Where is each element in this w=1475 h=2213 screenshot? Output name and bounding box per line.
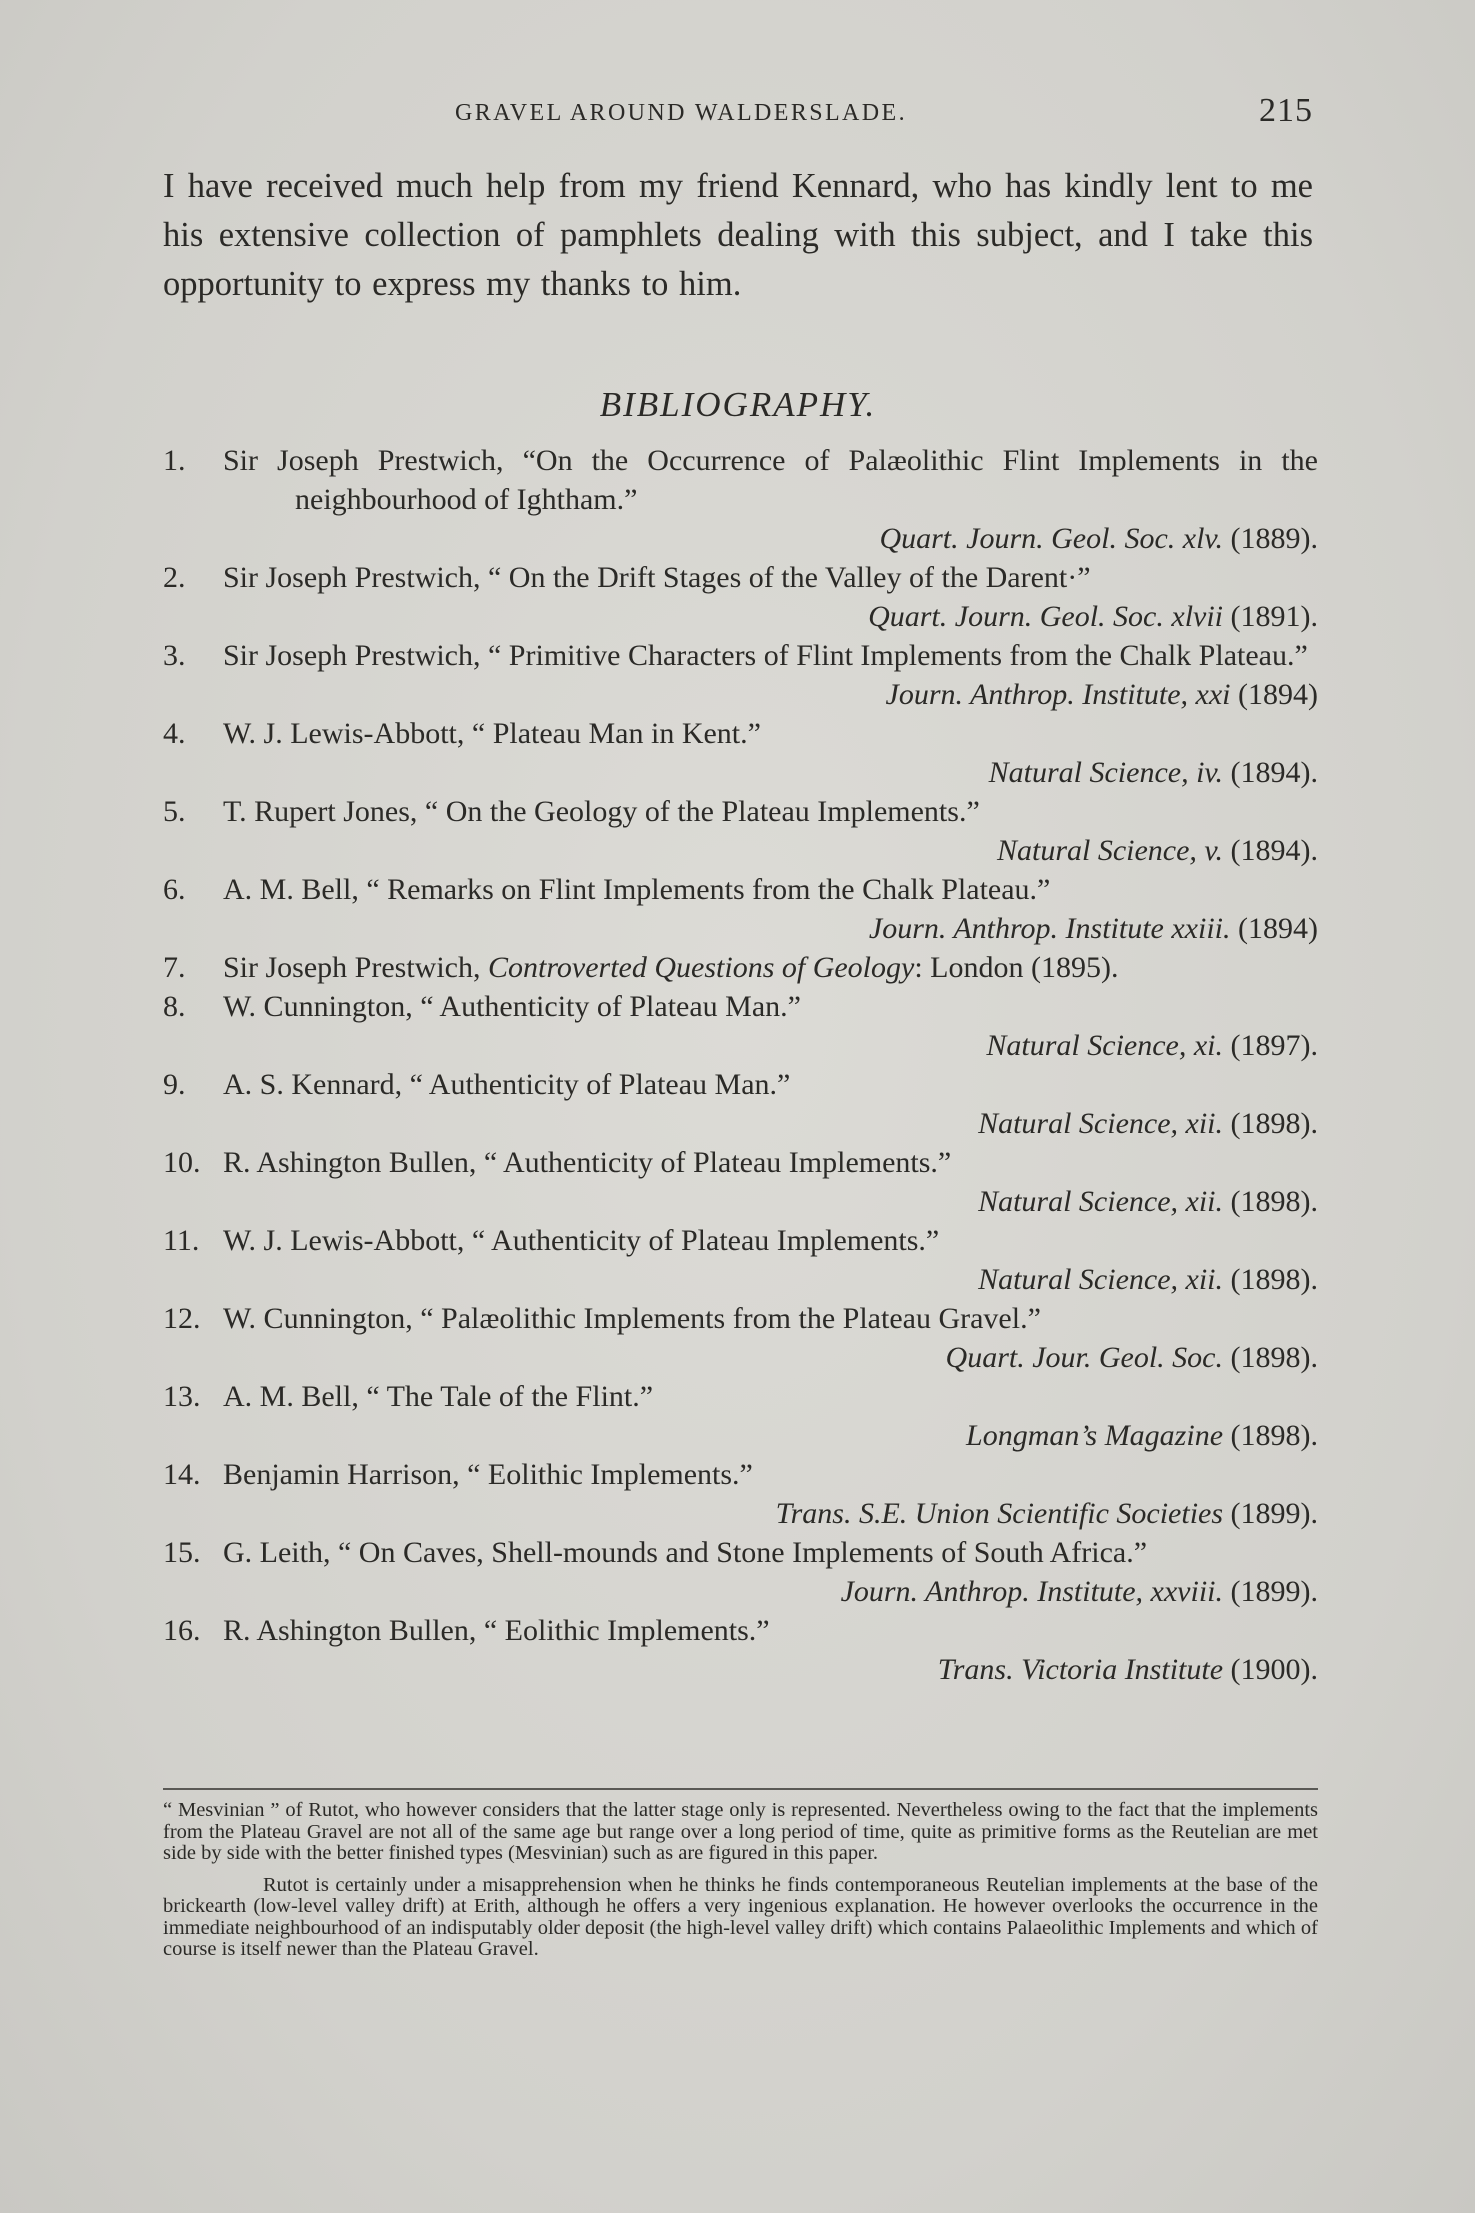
bibliography-entry <box>163 1533 1318 1611</box>
entry-text: R. Ashington Bullen, “ Eolithic Implements.” <box>223 1614 770 1647</box>
entry-source-line <box>223 519 1318 558</box>
bibliography-entry <box>163 636 1318 714</box>
entry-source: Natural Science, xii. <box>978 1107 1224 1140</box>
entry-number: 3. <box>163 639 186 672</box>
entry-number: 5. <box>163 795 186 828</box>
entry-year: (1898). <box>1230 1419 1318 1452</box>
entry-source: Natural Science, xi. <box>986 1029 1224 1062</box>
entry-text: W. J. Lewis-Abbott, “ Plateau Man in Kent.” <box>223 717 761 750</box>
entry-source-line <box>223 1416 1318 1455</box>
entry-number: 15. <box>163 1536 201 1569</box>
entry-year: (1889). <box>1230 522 1318 555</box>
entry-text: T. Rupert Jones, “ On the Geology of the Plateau Implements.” <box>223 795 980 828</box>
entry-source-line <box>223 909 1318 948</box>
bibliography-entry <box>163 1299 1318 1377</box>
entry-text: W. J. Lewis-Abbott, “ Authenticity of Plateau Implements.” <box>223 1224 940 1257</box>
entry-number: 1. <box>163 444 186 477</box>
entry-source-line <box>223 1104 1318 1143</box>
entry-source-line <box>223 1494 1318 1533</box>
bibliography-heading: BIBLIOGRAPHY. <box>599 385 877 424</box>
entry-year: (1897). <box>1230 1029 1318 1062</box>
entry-imprint: : London (1895). <box>914 951 1119 984</box>
entry-text: Sir Joseph Prestwich, “ On the Drift Stages of the Valley of the Darent·” <box>223 561 1091 594</box>
footnotes <box>163 1800 1318 1971</box>
entry-text: G. Leith, “ On Caves, Shell-mounds and Stone Implements of South Africa.” <box>223 1536 1148 1569</box>
entry-year: (1894). <box>1230 756 1318 789</box>
entry-number: 10. <box>163 1146 201 1179</box>
bibliography-entry <box>163 714 1318 792</box>
entry-year: (1894) <box>1238 678 1318 711</box>
bibliography-entry <box>163 1611 1318 1689</box>
entry-number: 13. <box>163 1380 201 1413</box>
bibliography-list <box>163 441 1318 1689</box>
entry-number: 9. <box>163 1068 186 1101</box>
entry-author: Sir Joseph Prestwich, <box>223 951 481 984</box>
entry-text: A. M. Bell, “ The Tale of the Flint.” <box>223 1380 654 1413</box>
bibliography-entry <box>163 948 1318 987</box>
entry-source: Natural Science, xii. <box>978 1263 1224 1296</box>
entry-source-line <box>223 1182 1318 1221</box>
page-header <box>163 92 1313 132</box>
bibliography-entry <box>163 1221 1318 1299</box>
entry-source: Journ. Anthrop. Institute, xxi <box>885 678 1231 711</box>
entry-text: W. Cunnington, “ Authenticity of Plateau Man.” <box>223 990 801 1023</box>
entry-source-line <box>223 675 1318 714</box>
entry-text: A. M. Bell, “ Remarks on Flint Implements from the Chalk Plateau.” <box>223 873 1051 906</box>
bibliography-entry <box>163 1377 1318 1455</box>
entry-source: Longman’s Magazine <box>966 1419 1224 1452</box>
acknowledgement-paragraph: I have received much help from my friend Kennard, who has kindly lent to me his extensive collection of pamphlets dealing with this subject, and I take this opportunity to express my thanks to him. <box>163 167 1313 303</box>
entry-year: (1899). <box>1230 1497 1318 1530</box>
entry-source: Journ. Anthrop. Institute xxiii. <box>868 912 1231 945</box>
entry-year: (1900). <box>1230 1653 1318 1686</box>
bibliography-entry <box>163 1143 1318 1221</box>
entry-text: A. S. Kennard, “ Authenticity of Plateau Man.” <box>223 1068 791 1101</box>
bibliography-entry <box>163 870 1318 948</box>
entry-number: 12. <box>163 1302 201 1335</box>
entry-text: Sir Joseph Prestwich, “On the Occurrence of Palæolithic Flint Implements in the neighbourhood of Ightham.” <box>223 444 1318 516</box>
entry-source-line <box>223 597 1318 636</box>
bibliography-entry <box>163 987 1318 1065</box>
entry-source: Journ. Anthrop. Institute, xxviii. <box>840 1575 1224 1608</box>
bibliography-entry <box>163 1455 1318 1533</box>
page-number: 215 <box>1259 92 1313 129</box>
entry-year: (1898). <box>1230 1341 1318 1374</box>
entry-number: 2. <box>163 561 186 594</box>
running-title: GRAVEL AROUND WALDERSLADE. <box>455 100 907 126</box>
entry-source-line <box>223 1260 1318 1299</box>
entry-number: 14. <box>163 1458 201 1491</box>
footnote-paragraph: “ Mesvinian ” of Rutot, who however considers that the latter stage only is represented. Nevertheless owing to the fact that the implements from the Plateau Gravel are not all of the same age but range over a long period of time, quite as primitive forms as the Reutelian are met side by side with the better finished types (Mesvinian) such as are figured in this paper. <box>163 1799 1318 1864</box>
bibliography-entry <box>163 558 1318 636</box>
entry-source: Natural Science, v. <box>996 834 1224 867</box>
entry-text <box>223 948 1318 987</box>
entry-source-line <box>223 1572 1318 1611</box>
entry-source: Natural Science, iv. <box>988 756 1224 789</box>
entry-year: (1891). <box>1230 600 1318 633</box>
entry-source-line <box>223 831 1318 870</box>
entry-year: (1899). <box>1230 1575 1318 1608</box>
entry-source-line <box>223 1338 1318 1377</box>
entry-number: 6. <box>163 873 186 906</box>
bibliography-entry <box>163 441 1318 558</box>
entry-text: W. Cunnington, “ Palæolithic Implements from the Plateau Gravel.” <box>223 1302 1041 1335</box>
entry-source: Trans. S.E. Union Scientific Societies <box>775 1497 1224 1530</box>
entry-book-title: Controverted Questions of Geology <box>488 951 915 984</box>
entry-source: Natural Science, xii. <box>978 1185 1224 1218</box>
bibliography-entry <box>163 792 1318 870</box>
entry-source-line <box>223 1026 1318 1065</box>
entry-number: 16. <box>163 1614 201 1647</box>
entry-source-line <box>223 1650 1318 1689</box>
entry-text: Sir Joseph Prestwich, “ Primitive Characters of Flint Implements from the Chalk Plateau.” <box>223 639 1308 672</box>
entry-source: Quart. Journ. Geol. Soc. xlv. <box>879 522 1224 555</box>
entry-year: (1894) <box>1238 912 1318 945</box>
entry-year: (1898). <box>1230 1107 1318 1140</box>
footnote-paragraph: Rutot is certainly under a misapprehension when he thinks he finds contemporaneous Reutelian implements at the base of the brickearth (low-level valley drift) at Erith, although he offers a very ingenious explanation. He however overlooks the occurrence in the immediate neighbourhood of an indisputably older deposit (the high-level valley drift) which contains Palaeolithic Implements and which of course is itself newer than the Plateau Gravel. <box>163 1873 1318 1960</box>
entry-source-line <box>223 753 1318 792</box>
entry-number: 8. <box>163 990 186 1023</box>
entry-number: 11. <box>163 1224 200 1257</box>
footnote-divider <box>163 1788 1318 1790</box>
entry-source: Trans. Victoria Institute <box>937 1653 1224 1686</box>
entry-year: (1894). <box>1230 834 1318 867</box>
entry-text: Benjamin Harrison, “ Eolithic Implements.” <box>223 1458 753 1491</box>
entry-year: (1898). <box>1230 1185 1318 1218</box>
entry-year: (1898). <box>1230 1263 1318 1296</box>
entry-source: Quart. Journ. Geol. Soc. xlvii <box>868 600 1224 633</box>
entry-source: Quart. Jour. Geol. Soc. <box>945 1341 1224 1374</box>
entry-number: 4. <box>163 717 186 750</box>
bibliography-entry <box>163 1065 1318 1143</box>
entry-number: 7. <box>163 951 186 984</box>
entry-text: R. Ashington Bullen, “ Authenticity of Plateau Implements.” <box>223 1146 952 1179</box>
